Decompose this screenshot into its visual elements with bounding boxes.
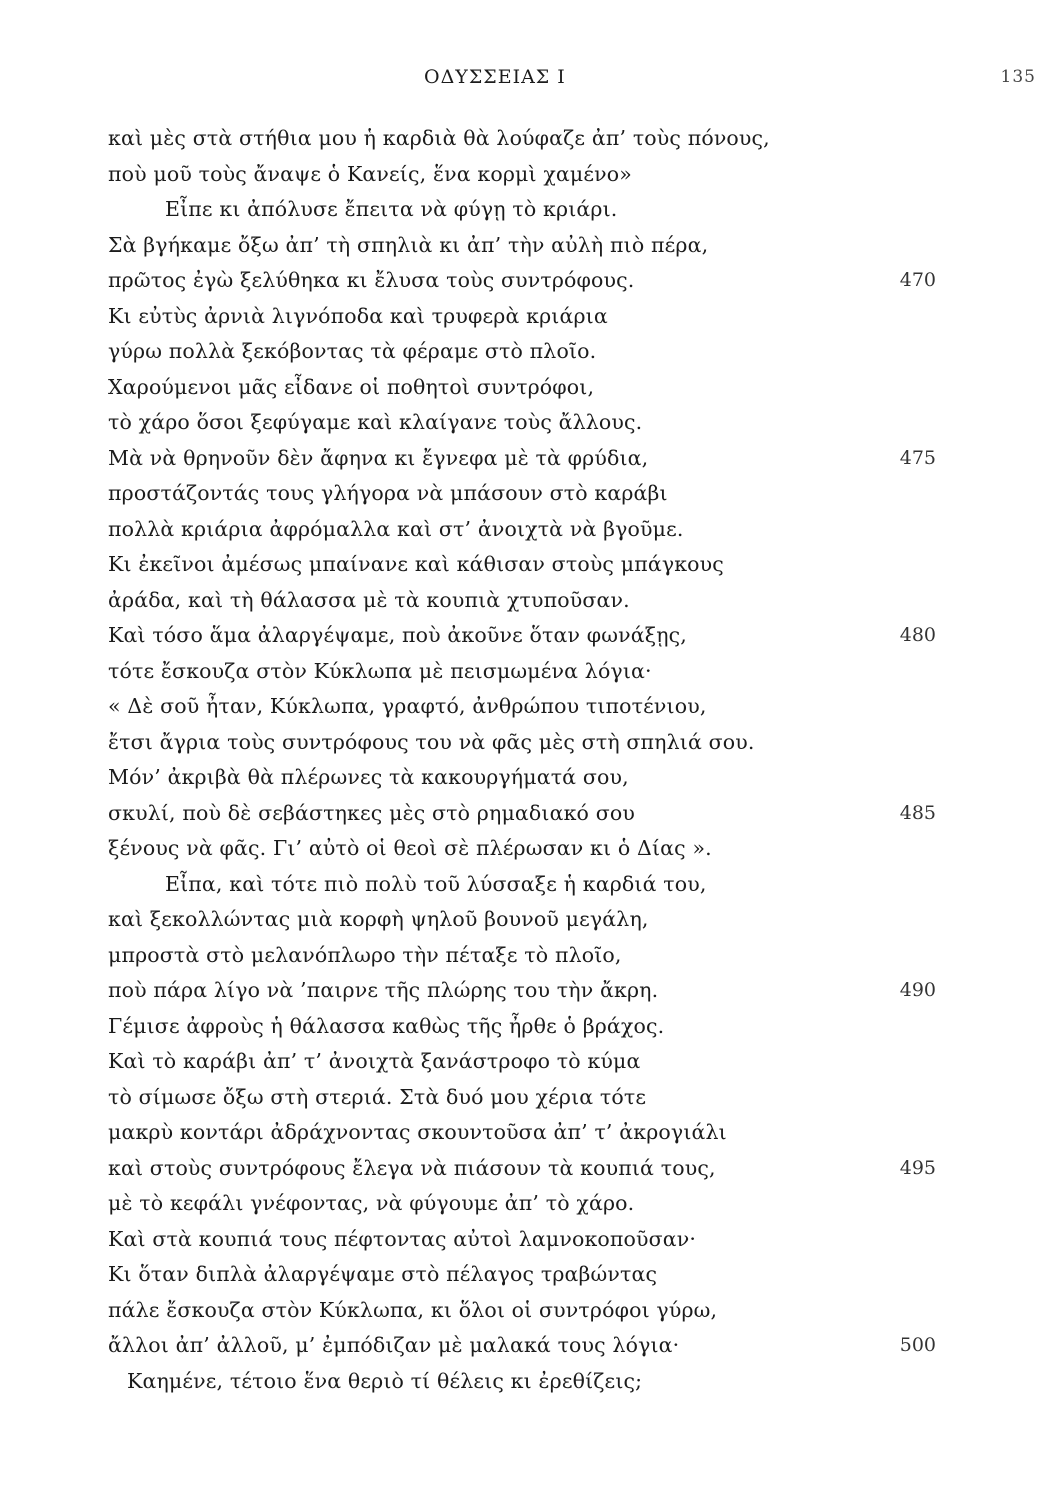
verse-line — [0, 938, 1058, 974]
verse-text: ποὺ πάρα λίγο νὰ ’παιρνε τῆς πλώρης του τὴν ἄκρη. — [108, 978, 659, 1002]
verse-line — [0, 1115, 1058, 1151]
verse-line — [0, 1151, 1058, 1187]
verse-line — [0, 618, 1058, 654]
verse-line — [0, 902, 1058, 938]
verse-text: Καὶ τόσο ἅμα ἀλαργέψαμε, ποὺ ἀκοῦνε ὅταν φωνάξῃς, — [108, 623, 687, 647]
verse-text: τὸ σίμωσε ὄξω στὴ στεριά. Στὰ δυό μου χέρια τότε — [108, 1084, 647, 1109]
verse-text: ἄλλοι ἀπ’ ἀλλοῦ, μ’ ἐμπόδιζαν μὲ μαλακά τους λόγια· — [108, 1333, 680, 1357]
verse-text: πάλε ἔσκουζα στὸν Κύκλωπα, κι ὅλοι οἱ συντρόφοι γύρω, — [108, 1297, 718, 1322]
verse-text: Γέμισε ἀφροὺς ἡ θάλασσα καθὼς τῆς ἦρθε ὁ βράχος. — [108, 1013, 665, 1038]
verse-text: μπροστὰ στὸ μελανόπλωρο τὴν πέταξε τὸ πλοῖο, — [108, 942, 622, 967]
verse-text: μὲ τὸ κεφάλι γνέφοντας, νὰ φύγουμε ἀπ’ τὸ χάρο. — [108, 1191, 635, 1215]
verse-text: πρῶτος ἐγὼ ξελύθηκα κι ἔλυσα τοὺς συντρόφους. — [108, 268, 635, 292]
verse-line — [0, 1257, 1058, 1293]
running-title: ΟΔΥΣΣΕΙΑΣ Ι — [424, 66, 566, 88]
verse-line — [0, 760, 1058, 796]
poem-text — [0, 121, 1058, 1399]
verse-text: γύρω πολλὰ ξεκόβοντας τὰ φέραμε στὸ πλοῖο. — [108, 339, 597, 363]
verse-line — [0, 228, 1058, 264]
verse-line — [0, 263, 1058, 299]
verse-line — [0, 1009, 1058, 1045]
verse-text: καὶ ξεκολλώντας μιὰ κορφὴ ψηλοῦ βουνοῦ μεγάλη, — [108, 907, 649, 931]
verse-text: τὸ χάρο ὅσοι ξεφύγαμε καὶ κλαίγανε τοὺς ἄλλους. — [108, 410, 643, 434]
verse-line — [0, 1222, 1058, 1258]
verse-text: προστάζοντάς τους γλήγορα νὰ μπάσουν στὸ καράβι — [108, 481, 668, 505]
verse-line — [0, 370, 1058, 406]
verse-line — [0, 299, 1058, 335]
verse-text: Κι ὅταν διπλὰ ἀλαργέψαμε στὸ πέλαγος τραβώντας — [108, 1262, 658, 1286]
verse-text: τότε ἔσκουζα στὸν Κύκλωπα μὲ πεισμωμένα λόγια· — [108, 658, 652, 683]
verse-line — [0, 831, 1058, 867]
verse-line — [0, 192, 1058, 228]
verse-text: Καὶ στὰ κουπιά τους πέφτοντας αὐτοὶ λαμνοκοποῦσαν· — [108, 1226, 697, 1251]
verse-line — [0, 441, 1058, 477]
verse-line — [0, 583, 1058, 619]
verse-text: καὶ μὲς στὰ στήθια μου ἡ καρδιὰ θὰ λούφαζε ἀπ’ τοὺς πόνους, — [108, 126, 770, 150]
verse-line — [0, 796, 1058, 832]
line-number: 480 — [899, 624, 936, 646]
verse-line — [0, 1186, 1058, 1222]
line-number: 470 — [899, 269, 936, 291]
verse-line — [0, 476, 1058, 512]
line-number: 475 — [899, 446, 936, 469]
verse-text: Κι εὐτὺς ἀρνιὰ λιγνόποδα καὶ τρυφερὰ κριάρια — [108, 303, 608, 328]
verse-line — [0, 1080, 1058, 1116]
verse-text: μακρὺ κοντάρι ἀδράχνοντας σκουντοῦσα ἀπ’ τ’ ἀκρογιάλι — [108, 1120, 727, 1144]
verse-text: Εἶπα, καὶ τότε πιὸ πολὺ τοῦ λύσσαξε ἡ καρδιά του, — [165, 871, 707, 896]
verse-line — [0, 157, 1058, 193]
verse-line — [0, 689, 1058, 725]
verse-line — [0, 405, 1058, 441]
verse-line — [0, 867, 1058, 903]
verse-text: Σὰ βγήκαμε ὄξω ἀπ’ τὴ σπηλιὰ κι ἀπ’ τὴν αὐλὴ πιὸ πέρα, — [108, 232, 709, 257]
verse-text: Καημένε, τέτοιο ἕνα θεριὸ τί θέλεις κι ἐρεθίζεις; — [127, 1368, 643, 1393]
verse-text: Καὶ τὸ καράβι ἀπ’ τ’ ἀνοιχτὰ ξανάστροφο τὸ κύμα — [108, 1049, 641, 1073]
verse-line — [0, 547, 1058, 583]
verse-text: πολλὰ κριάρια ἀφρόμαλλα καὶ στ’ ἀνοιχτὰ νὰ βγοῦμε. — [108, 516, 684, 541]
verse-line — [0, 725, 1058, 761]
verse-line — [0, 654, 1058, 690]
verse-text: Χαρούμενοι μᾶς εἶδανε οἱ ποθητοὶ συντρόφοι, — [108, 374, 595, 399]
verse-line — [0, 1044, 1058, 1080]
verse-text: καὶ στοὺς συντρόφους ἔλεγα νὰ πιάσουν τὰ κουπιά τους, — [108, 1155, 716, 1180]
verse-line — [0, 1328, 1058, 1364]
line-number: 490 — [899, 979, 936, 1001]
verse-text: ποὺ μοῦ τοὺς ἄναψε ὁ Κανείς, ἕνα κορμὶ χαμένο» — [108, 161, 632, 186]
verse-text: « Δὲ σοῦ ἦταν, Κύκλωπα, γραφτό, ἀνθρώπου τιποτένιου, — [108, 694, 707, 718]
verse-line — [0, 973, 1058, 1009]
verse-line — [0, 334, 1058, 370]
verse-text: ἔτσι ἄγρια τοὺς συντρόφους του νὰ φᾶς μὲς στὴ σπηλιά σου. — [108, 729, 755, 754]
verse-text: Εἶπε κι ἀπόλυσε ἔπειτα νὰ φύγῃ τὸ κριάρι. — [165, 197, 618, 221]
running-head — [0, 62, 1058, 92]
verse-text: ξένους νὰ φᾶς. Γι’ αὐτὸ οἱ θεοὶ σὲ πλέρωσαν κι ὁ Δίας ». — [108, 836, 712, 860]
verse-text: Κι ἐκεῖνοι ἀμέσως μπαίνανε καὶ κάθισαν στοὺς μπάγκους — [108, 552, 724, 576]
line-number: 495 — [899, 1156, 936, 1179]
verse-line — [0, 121, 1058, 157]
verse-text: Μὰ νὰ θρηνοῦν δὲν ἄφηνα κι ἔγνεφα μὲ τὰ φρύδια, — [108, 445, 649, 470]
verse-line — [0, 1364, 1058, 1400]
line-number: 500 — [899, 1334, 936, 1356]
verse-text: Μόν’ ἀκριβὰ θὰ πλέρωνες τὰ κακουργήματά σου, — [108, 765, 629, 789]
verse-text: σκυλί, ποὺ δὲ σεβάστηκες μὲς στὸ ρημαδιακό σου — [108, 800, 635, 825]
verse-text: ἀράδα, καὶ τὴ θάλασσα μὲ τὰ κουπιὰ χτυποῦσαν. — [108, 587, 630, 612]
verse-line — [0, 512, 1058, 548]
line-number: 485 — [899, 801, 936, 824]
page-number: 135 — [1000, 67, 1036, 87]
verse-line — [0, 1293, 1058, 1329]
